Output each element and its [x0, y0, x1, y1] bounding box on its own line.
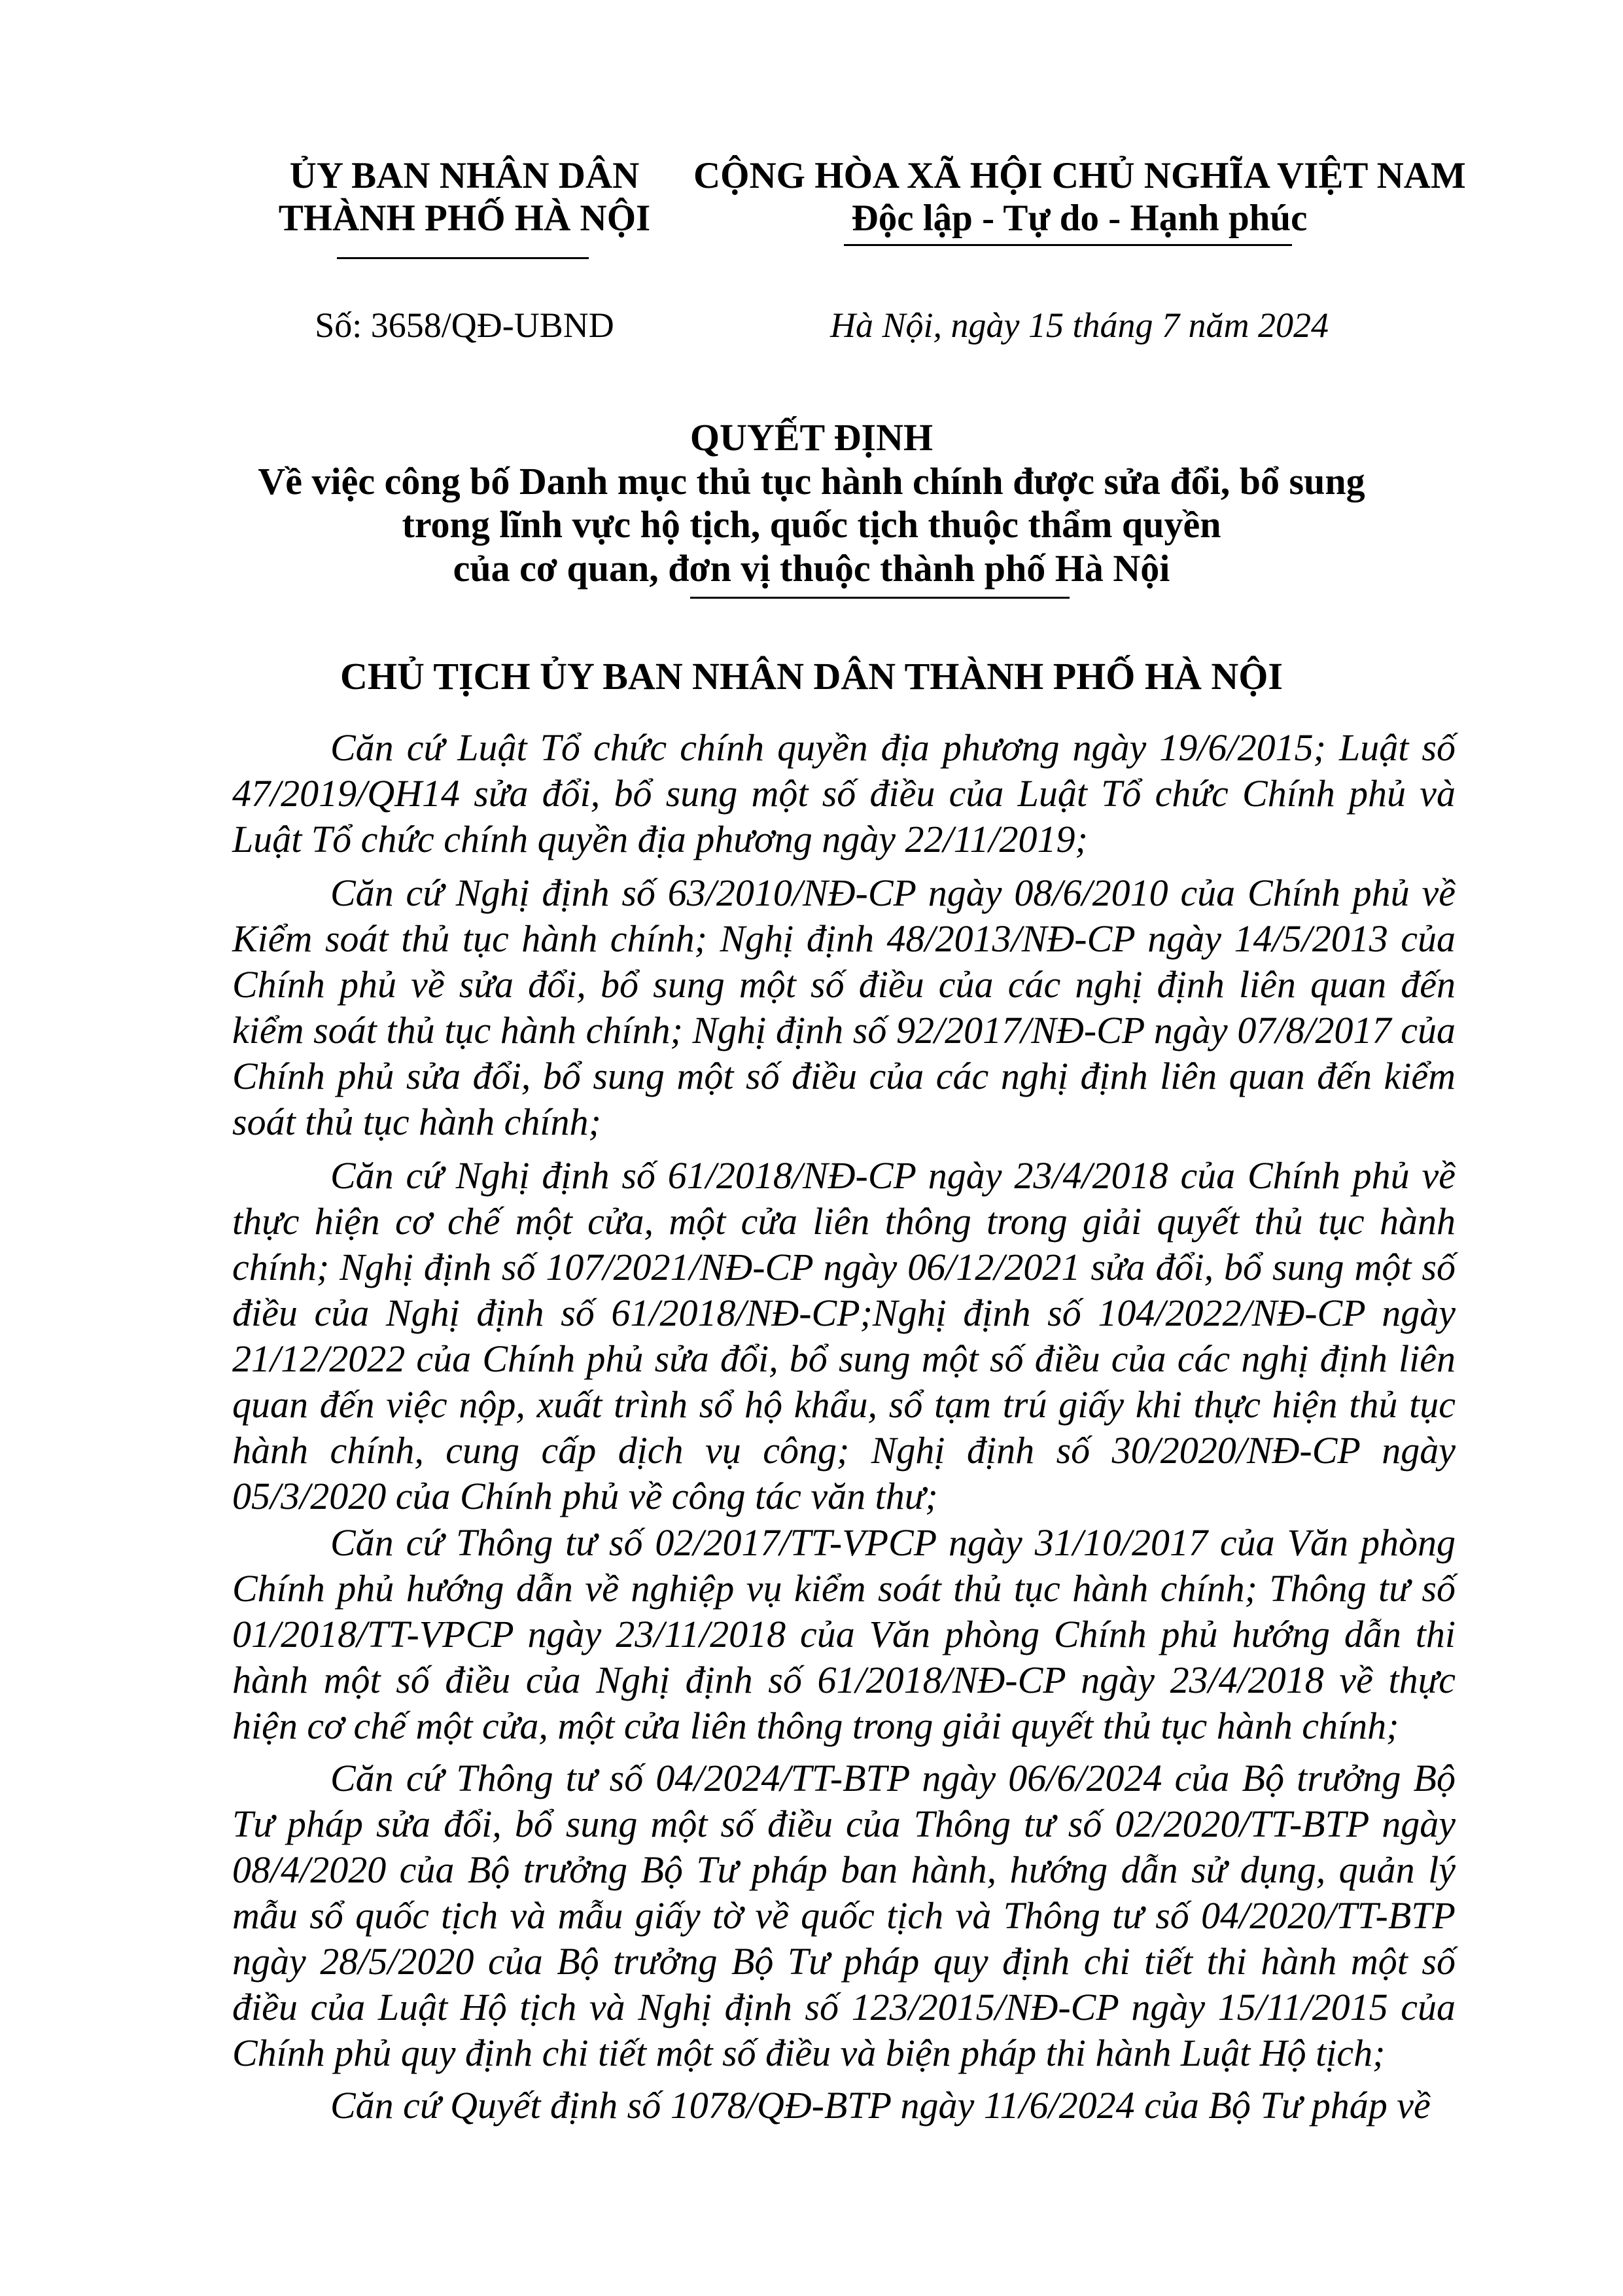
decision-heading: QUYẾT ĐỊNH: [689, 416, 934, 459]
legal-basis-paragraph-1: Căn cứ Luật Tổ chức chính quyền địa phương ngày 19/6/2015; Luật số 47/2019/QH14 sửa đổi, bổ sung một số điều của Luật Tổ chức Chính phủ và Luật Tổ chức chính quyền địa phương ngày 22/11/2019;: [232, 726, 1456, 860]
issuer-underline: [337, 257, 589, 259]
legal-basis-paragraph-3: Căn cứ Nghị định số 61/2018/NĐ-CP ngày 23/4/2018 của Chính phủ về thực hiện cơ chế một cửa, một cửa liên thông trong giải quyết thủ tục hành chính; Nghị định số 107/2021/NĐ-CP ngày 06/12/2021 sửa đổi, bổ sung một số điều của Nghị định số 61/2018/NĐ-CP;Nghị định số 104/2022/NĐ-CP ngày 21/12/2022 của Chính phủ sửa đổi, bổ sung một số điều của các nghị định liên quan đến việc nộp, xuất trình sổ hộ khẩu, sổ tạm trú giấy khi thực hiện thủ tục hành chính, cung cấp dịch vụ công; Nghị định số 30/2020/NĐ-CP ngày 05/3/2020 của Chính phủ về công tác văn thư;: [232, 1154, 1456, 1517]
national-motto: Độc lập - Tự do - Hạnh phúc: [851, 198, 1308, 239]
title-underline: [690, 597, 1070, 599]
document-number: Số: 3658/QĐ-UBND: [315, 306, 614, 345]
place-and-date: Hà Nội, ngày 15 tháng 7 năm 2024: [830, 306, 1329, 345]
legal-basis-paragraph-2: Căn cứ Nghị định số 63/2010/NĐ-CP ngày 08/6/2010 của Chính phủ về Kiểm soát thủ tục hành chính; Nghị định 48/2013/NĐ-CP ngày 14/5/2013 của Chính phủ về sửa đổi, bổ sung một số điều của các nghị định liên quan đến kiểm soát thủ tục hành chính; Nghị định số 92/2017/NĐ-CP ngày 07/8/2017 của Chính phủ sửa đổi, bổ sung một số điều của các nghị định liên quan đến kiểm soát thủ tục hành chính;: [232, 872, 1456, 1143]
decision-subject-line3: của cơ quan, đơn vị thuộc thành phố Hà Nội: [453, 547, 1170, 590]
legal-basis-paragraph-5: Căn cứ Thông tư số 04/2024/TT-BTP ngày 06/6/2024 của Bộ trưởng Bộ Tư pháp sửa đổi, bổ sung một số điều của Thông tư số 02/2020/TT-BTP ngày 08/4/2020 của Bộ trưởng Bộ Tư pháp ban hành, hướng dẫn sử dụng, quản lý mẫu sổ quốc tịch và mẫu giấy tờ về quốc tịch và Thông tư số 04/2020/TT-BTP ngày 28/5/2020 của Bộ trưởng Bộ Tư pháp quy định chi tiết thi hành một số điều của Luật Hộ tịch và Nghị định số 123/2015/NĐ-CP ngày 15/11/2015 của Chính phủ quy định chi tiết một số điều và biện pháp thi hành Luật Hộ tịch;: [232, 1757, 1456, 2074]
decision-subject-line1: Về việc công bố Danh mục thủ tục hành chính được sửa đổi, bổ sung: [258, 460, 1365, 503]
issuer-name-line1: ỦY BAN NHÂN DÂN: [289, 155, 640, 196]
motto-underline: [844, 244, 1292, 246]
legal-basis-paragraph-4: Căn cứ Thông tư số 02/2017/TT-VPCP ngày 31/10/2017 của Văn phòng Chính phủ hướng dẫn về nghiệp vụ kiểm soát thủ tục hành chính; Thông tư số 01/2018/TT-VPCP ngày 23/11/2018 của Văn phòng Chính phủ hướng dẫn thi hành một số điều của Nghị định số 61/2018/NĐ-CP ngày 23/4/2018 về thực hiện cơ chế một cửa, một cửa liên thông trong giải quyết thủ tục hành chính;: [232, 1521, 1456, 1747]
decision-subject-line2: trong lĩnh vực hộ tịch, quốc tịch thuộc thẩm quyền: [402, 503, 1221, 546]
legal-basis-paragraph-6: Căn cứ Quyết định số 1078/QĐ-BTP ngày 11/6/2024 của Bộ Tư pháp về: [330, 2084, 1431, 2127]
issuing-authority: CHỦ TỊCH ỦY BAN NHÂN DÂN THÀNH PHỐ HÀ NỘI: [340, 655, 1283, 698]
issuer-name-line2: THÀNH PHỐ HÀ NỘI: [278, 198, 651, 239]
national-title: CỘNG HÒA XÃ HỘI CHỦ NGHĨA VIỆT NAM: [693, 155, 1466, 196]
